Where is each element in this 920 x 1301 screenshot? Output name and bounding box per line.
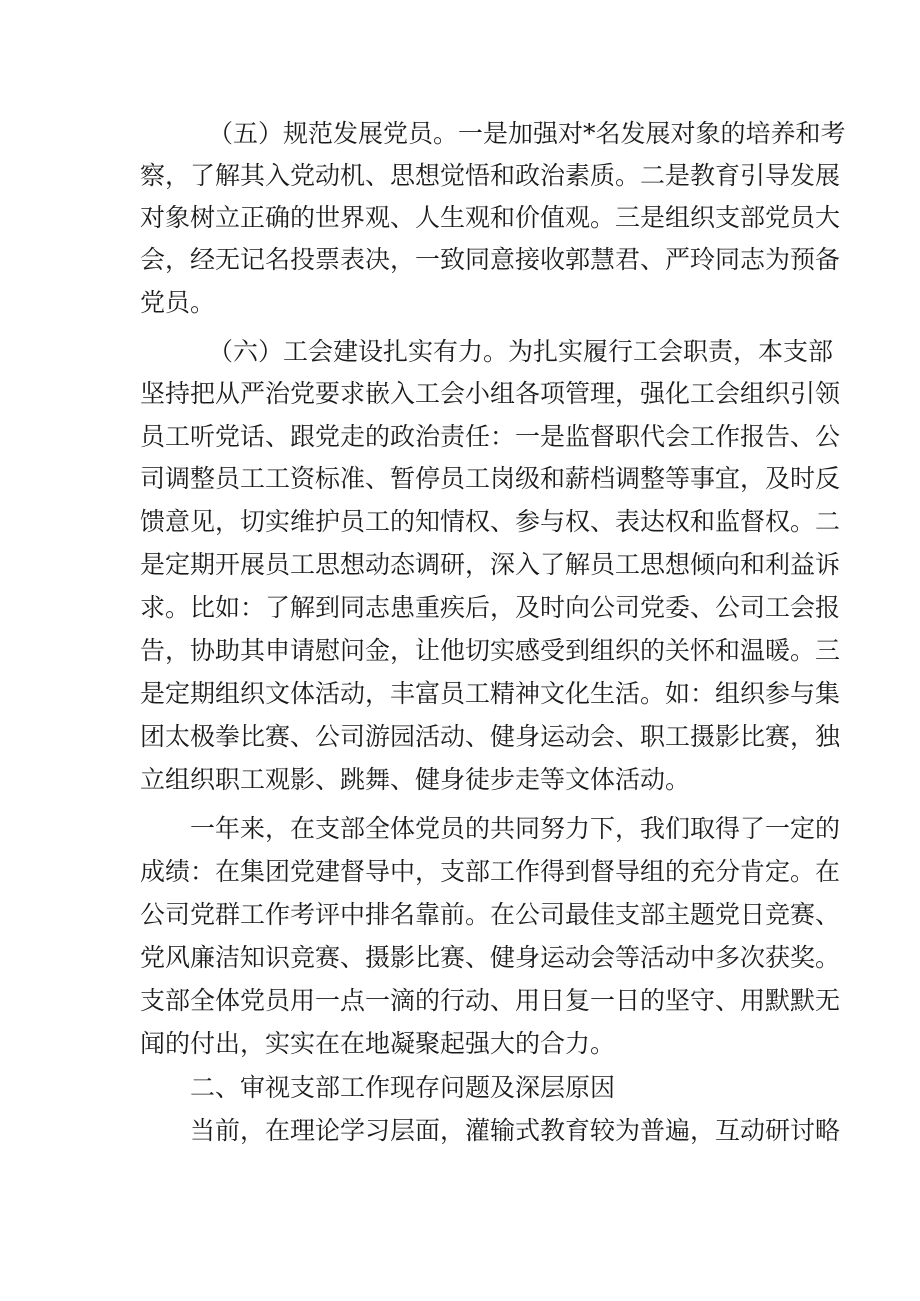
paragraph-line: 支部全体党员用一点一滴的行动、用日复一日的坚守、用默默无 [140,986,841,1015]
paragraph-line: 公司党群工作考评中排名靠前。在公司最佳支部主题党日竞赛、 [140,900,841,929]
paragraph-line: 党风廉洁知识竞赛、摄影比赛、健身运动会等活动中多次获奖。 [140,943,841,972]
paragraph-line: 是定期开展员工思想动态调研，深入了解员工思想倾向和利益诉 [140,550,841,579]
paragraph-line: 告，协助其申请慰问金，让他切实感受到组织的关怀和温暖。三 [140,636,841,665]
paragraph-line: 察，了解其入党动机、思想觉悟和政治素质。二是教育引导发展 [140,161,841,190]
paragraph-line: 是定期组织文体活动，丰富员工精神文化生活。如：组织参与集 [140,679,841,708]
paragraph-line: 馈意见，切实维护员工的知情权、参与权、表达权和监督权。二 [140,507,841,536]
paragraph-line: 当前，在理论学习层面，灌输式教育较为普遍，互动研讨略 [190,1116,841,1145]
paragraph-line: 对象树立正确的世界观、人生观和价值观。三是组织支部党员大 [140,203,841,232]
paragraph-line: 闻的付出，实实在在地凝聚起强大的合力。 [140,1029,616,1058]
paragraph-line: 党员。 [140,288,216,317]
paragraph-line: 求。比如：了解到同志患重疾后，及时向公司党委、公司工会报 [140,593,841,622]
paragraph-line: 坚持把从严治党要求嵌入工会小组各项管理，强化工会组织引领 [140,379,841,408]
paragraph-line: 一年来，在支部全体党员的共同努力下，我们取得了一定的 [190,814,841,843]
paragraph-line: 成绩：在集团党建督导中，支部工作得到督导组的充分肯定。在 [140,857,841,886]
paragraph-line: （六）工会建设扎实有力。为扎实履行工会职责，本支部 [208,337,834,366]
paragraph-line: 会，经无记名投票表决，一致同意接收郭慧君、严玲同志为预备 [140,245,841,274]
paragraph-line: （五）规范发展党员。一是加强对*名发展对象的培养和考 [208,119,846,148]
paragraph-line: 员工听党话、跟党走的政治责任：一是监督职代会工作报告、公 [140,422,841,451]
paragraph-line: 立组织职工观影、跳舞、健身徒步走等文体活动。 [140,765,691,794]
paragraph-line: 团太极拳比赛、公司游园活动、健身运动会、职工摄影比赛，独 [140,722,841,751]
paragraph-line: 司调整员工工资标准、暂停员工岗级和薪档调整等事宜，及时反 [140,464,841,493]
section-heading: 二、审视支部工作现存问题及深层原因 [190,1073,616,1102]
